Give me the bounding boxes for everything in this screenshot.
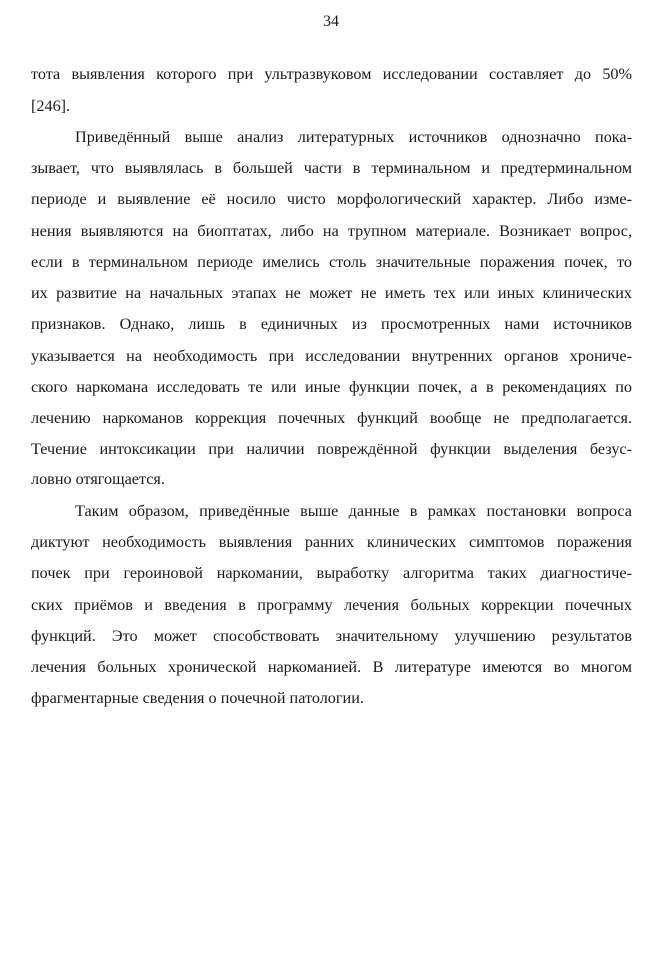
text-line: тота выявления которого при ультразвуковом исследовании составляет до 50% — [31, 65, 632, 83]
text-line: Приведённый выше анализ литературных источников однозначно пока- — [75, 128, 632, 146]
text-line: лечения больных хронической наркоманией. В литературе имеются во многом — [31, 658, 632, 676]
text-line: ских приёмов и введения в программу лечения больных коррекции почечных — [31, 596, 632, 614]
text-line: зывает, что выявлялась в большей части в терминальном и предтерминальном — [31, 159, 632, 177]
text-line: ского наркомана исследовать те или иные функции почек, а в рекомендациях по — [31, 378, 632, 396]
page-number: 34 — [323, 13, 339, 30]
text-line: фрагментарные сведения о почечной патологии. — [31, 689, 364, 707]
text-line: Течение интоксикации при наличии повреждённой функции выделения безус- — [31, 440, 632, 458]
text-line: функций. Это может способствовать значительному улучшению результатов — [31, 627, 632, 645]
text-line: указывается на необходимость при исследовании внутренних органов хрониче- — [31, 347, 632, 365]
text-line: признаков. Однако, лишь в единичных из просмотренных нами источников — [31, 315, 632, 333]
text-line: ловно отягощается. — [31, 470, 165, 488]
text-line: нения выявляются на биоптатах, либо на трупном материале. Возникает вопрос, — [31, 222, 632, 240]
text-line: лечению наркоманов коррекция почечных функций вообще не предполагается. — [31, 409, 632, 427]
text-line: периоде и выявление её носило чисто морфологический характер. Либо изме- — [31, 190, 632, 208]
text-line: их развитие на начальных этапах не может не иметь тех или иных клинических — [31, 284, 632, 302]
text-line: почек при героиновой наркомании, выработку алгоритма таких диагностиче- — [31, 564, 632, 582]
text-line: Таким образом, приведённые выше данные в рамках постановки вопроса — [75, 502, 632, 520]
text-line: [246]. — [31, 97, 71, 115]
text-line: диктуют необходимость выявления ранних клинических симптомов поражения — [31, 533, 632, 551]
text-line: если в терминальном периоде имелись столь значительные поражения почек, то — [31, 253, 632, 271]
